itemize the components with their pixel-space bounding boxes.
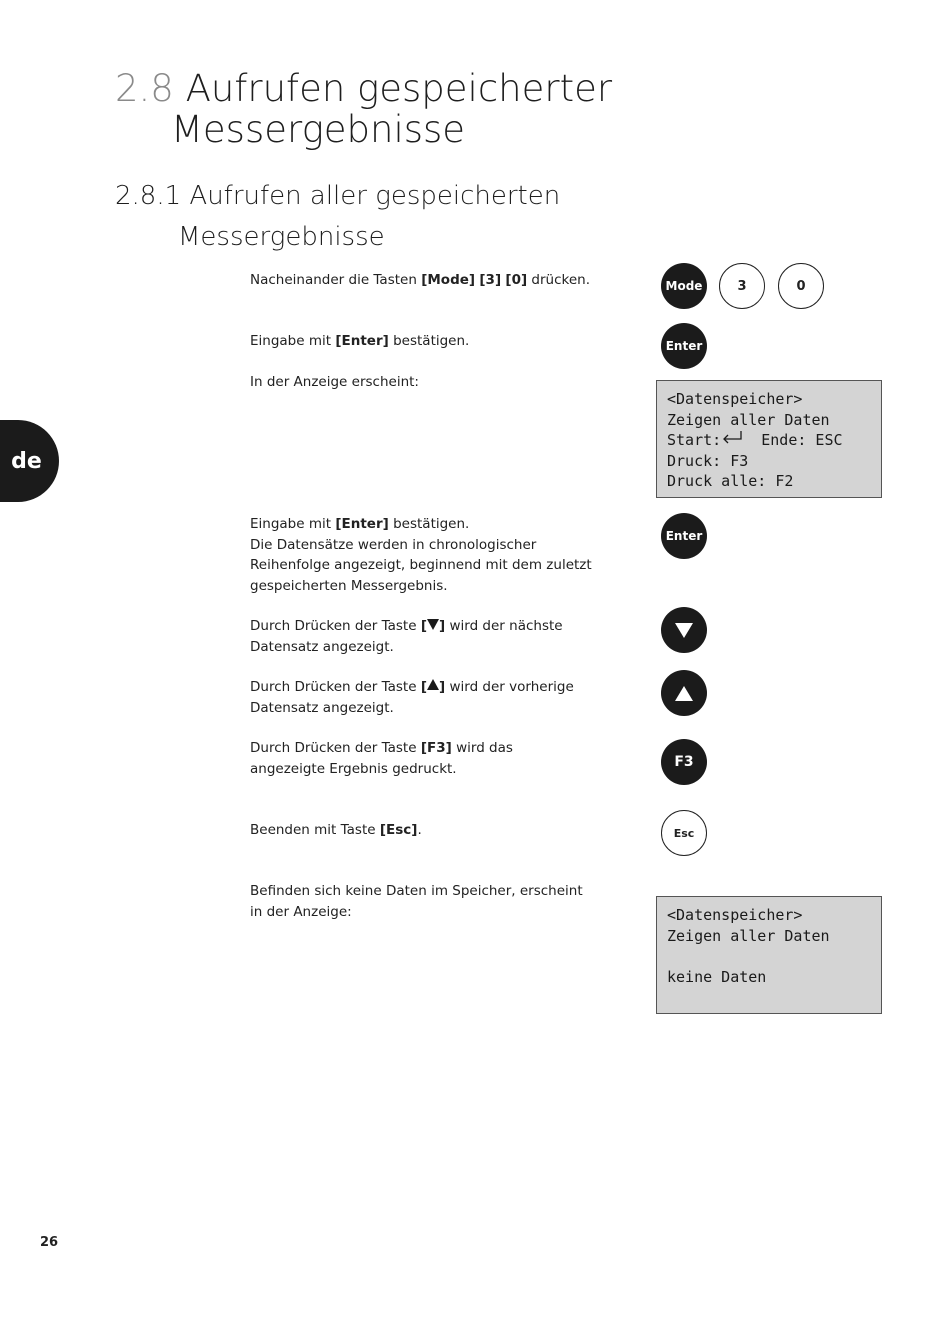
mode-key-icon: Mode [661,263,707,309]
step-3-text: In der Anzeige erscheint: [250,374,419,390]
subsection-title-line1: Aufrufen aller gespeicherten [189,181,561,211]
esc-key-icon: Esc [661,810,707,856]
step-6-text: Durch Drücken der Taste [ ] wird der vorherige Datensatz angezeigt. [250,679,574,716]
subsection-number: 2.8.1 [115,181,182,211]
subsection-title-line2: Messergebnisse [178,222,385,252]
step-8-text: Beenden mit Taste [Esc]. [250,822,422,838]
enter-key-icon-2: Enter [661,513,707,559]
step-4-text: Eingabe mit [Enter] bestätigen. Die Datensätze werden in chronologischer Reihenfolge angezeigt, beginnend mit dem zuletzt gespeicherten Messergebnis. [250,516,592,594]
step-9-text: Befinden sich keine Daten im Speicher, erscheint in der Anzeige: [250,883,583,920]
section-heading [115,68,612,150]
down-triangle-icon [427,619,439,630]
up-key-icon [661,670,707,716]
language-tab: de [0,420,59,502]
subsection-heading [115,176,560,258]
down-key-icon [661,607,707,653]
section-title-line2: Messergebnisse [171,108,466,151]
key-3-icon: 3 [719,263,765,309]
step-7-text: Durch Drücken der Taste [F3] wird das angezeigte Ergebnis gedruckt. [250,740,513,777]
f3-key-icon: F3 [661,739,707,785]
lcd-display-data-menu: <Datenspeicher> Zeigen aller Daten Start: Ende: ESC Druck: F3 Druck alle: F2 [656,380,882,498]
section-title-line1: Aufrufen gespeicherter [185,67,613,110]
step-2-text: Eingabe mit [Enter] bestätigen. [250,333,470,349]
step-1-text: Nacheinander die Tasten [Mode] [3] [0] drücken. [250,272,591,288]
page-number: 26 [40,1235,59,1250]
key-0-icon: 0 [778,263,824,309]
up-triangle-icon [427,679,439,690]
step-5-text: Durch Drücken der Taste [ ] wird der nächste Datensatz angezeigt. [250,618,563,655]
return-arrow-icon [721,430,743,444]
enter-key-icon: Enter [661,323,707,369]
section-number: 2.8 [115,67,174,110]
lcd-display-no-data: <Datenspeicher> Zeigen aller Daten keine Daten [656,896,882,1014]
